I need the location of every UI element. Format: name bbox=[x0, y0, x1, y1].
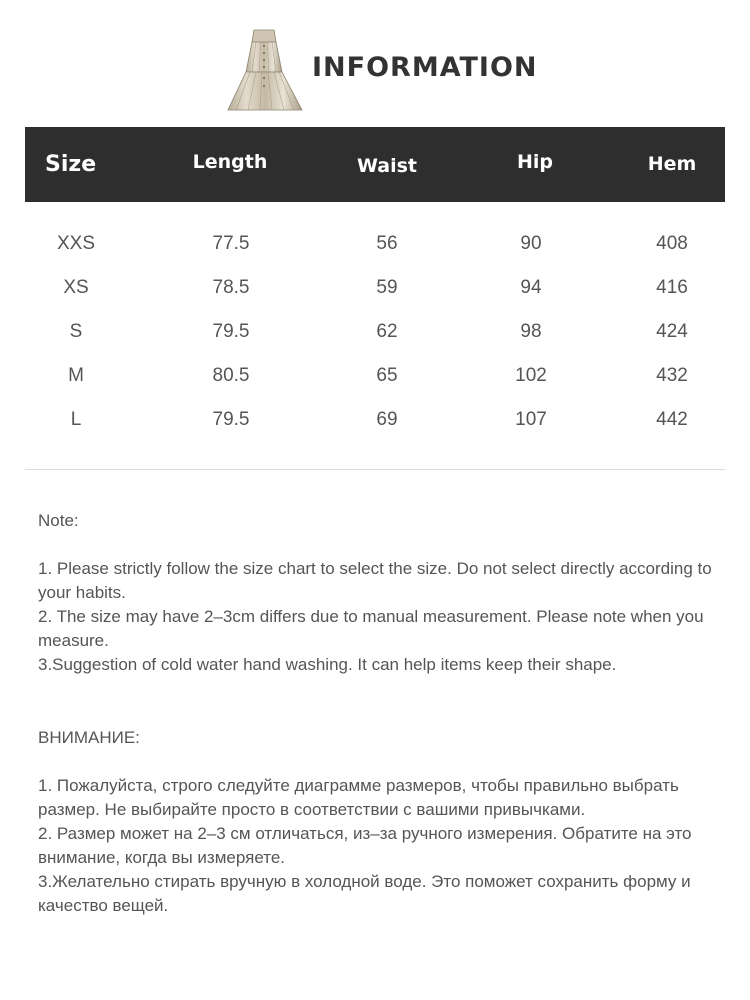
note-item-en: 3.Suggestion of cold water hand washing. It can help items keep their shape. bbox=[38, 655, 617, 674]
note-heading-en bbox=[38, 509, 718, 533]
cell-waist: 62 bbox=[376, 321, 398, 342]
header-length: Length bbox=[192, 151, 268, 173]
cell-length: 80.5 bbox=[212, 365, 250, 386]
cell-hip: 107 bbox=[515, 409, 547, 430]
cell-length: 77.5 bbox=[212, 233, 250, 254]
header-hem: Hem bbox=[647, 153, 697, 175]
header-size: Size bbox=[45, 152, 97, 177]
cell-length: 78.5 bbox=[212, 277, 250, 298]
cell-size: XS bbox=[63, 277, 89, 298]
cell-hem: 416 bbox=[656, 277, 688, 298]
header-hip: Hip bbox=[516, 151, 553, 173]
page-header bbox=[0, 22, 750, 114]
note-item-ru: 2. Размер может на 2–3 см отличаться, из–за ручного измерения. Обратите на это внимание, когда вы измеряете. bbox=[38, 824, 692, 867]
cell-hem: 424 bbox=[656, 321, 688, 342]
section-divider bbox=[25, 469, 725, 470]
table-row bbox=[0, 354, 750, 398]
cell-hip: 98 bbox=[520, 321, 542, 342]
cell-size: S bbox=[69, 321, 83, 342]
table-row bbox=[0, 266, 750, 310]
size-table-body bbox=[0, 222, 750, 442]
cell-hip: 94 bbox=[520, 277, 542, 298]
cell-size: XXS bbox=[56, 233, 96, 254]
cell-hem: 432 bbox=[656, 365, 688, 386]
note-heading-en-text: Note: bbox=[38, 511, 79, 530]
page-title: INFORMATION bbox=[312, 52, 538, 83]
cell-size: M bbox=[68, 365, 84, 386]
note-list-ru bbox=[38, 774, 718, 918]
cell-waist: 65 bbox=[376, 365, 398, 386]
table-row bbox=[0, 310, 750, 354]
note-item-en: 2. The size may have 2–3cm differs due to manual measurement. Please note when you measure. bbox=[38, 607, 704, 650]
cell-waist: 69 bbox=[376, 409, 398, 430]
cell-length: 79.5 bbox=[212, 321, 250, 342]
header-waist: Waist bbox=[356, 155, 417, 177]
note-item-ru: 1. Пожалуйста, строго следуйте диаграмме размеров, чтобы правильно выбрать размер. Не выбирайте просто в соответствии с вашими привычками. bbox=[38, 776, 679, 819]
table-row bbox=[0, 222, 750, 266]
note-list-en bbox=[38, 557, 718, 677]
note-heading-ru bbox=[38, 726, 718, 750]
cell-hip: 102 bbox=[515, 365, 547, 386]
size-table-header bbox=[25, 127, 725, 202]
cell-hem: 408 bbox=[656, 233, 688, 254]
cell-waist: 59 bbox=[376, 277, 398, 298]
note-item-en: 1. Please strictly follow the size chart to select the size. Do not select directly according to your habits. bbox=[38, 559, 712, 602]
cell-size: L bbox=[70, 409, 82, 430]
cell-length: 79.5 bbox=[212, 409, 250, 430]
skirt-product-image bbox=[226, 28, 304, 112]
cell-hem: 442 bbox=[656, 409, 688, 430]
cell-waist: 56 bbox=[376, 233, 398, 254]
cell-hip: 90 bbox=[520, 233, 542, 254]
note-item-ru: 3.Желательно стирать вручную в холодной воде. Это поможет сохранить форму и качество вещей. bbox=[38, 872, 691, 915]
table-row bbox=[0, 398, 750, 442]
note-heading-ru-text: ВНИМАНИЕ: bbox=[38, 728, 140, 747]
